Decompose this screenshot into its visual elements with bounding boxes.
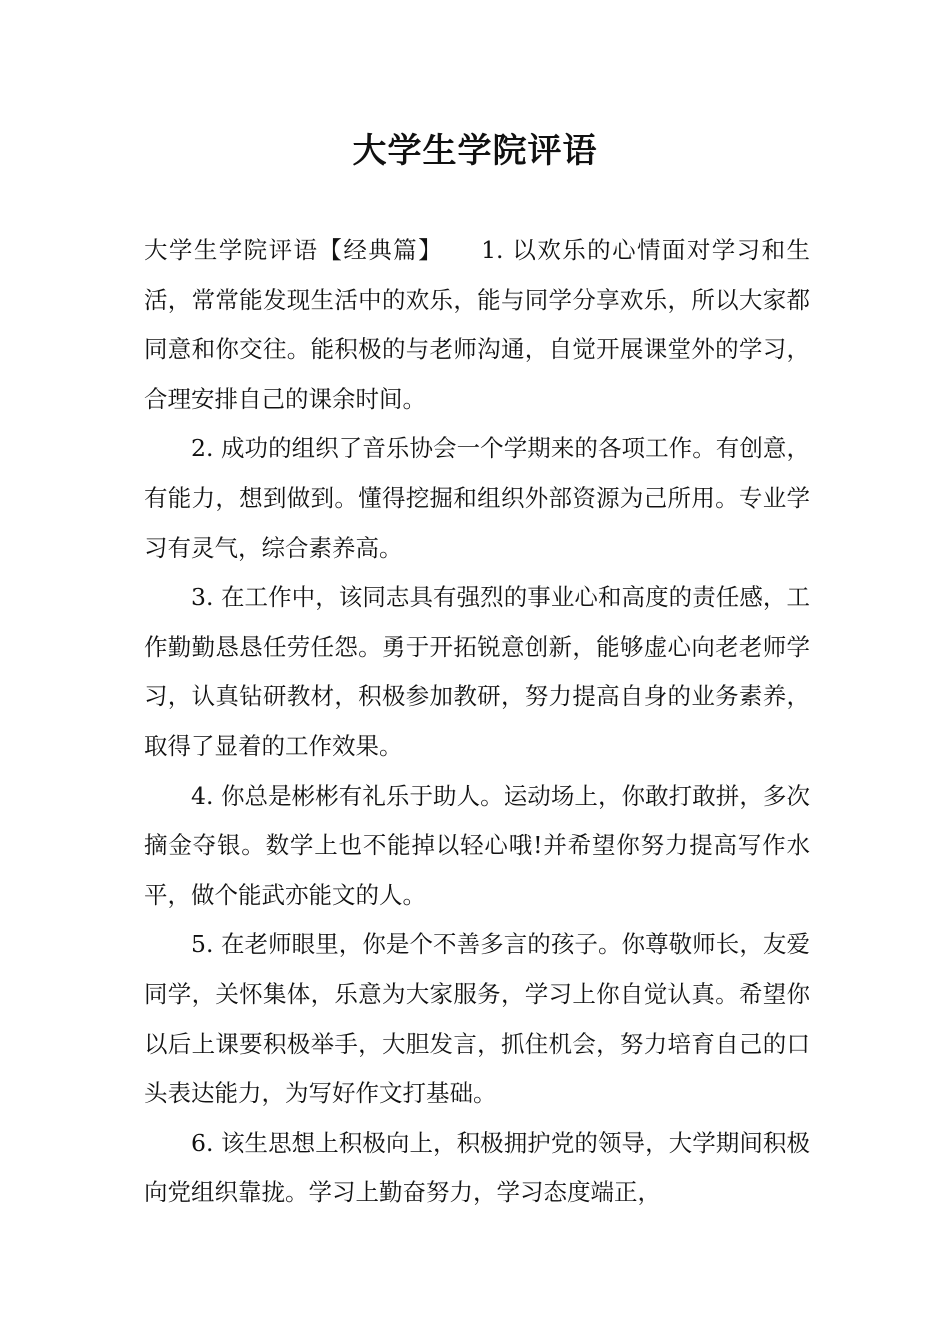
intro-heading: 大学生学院评语【经典篇】 bbox=[144, 236, 432, 264]
paragraph-1 bbox=[144, 226, 810, 424]
document-title: 大学生学院评语 bbox=[352, 131, 598, 171]
paragraph-5: 5. 在老师眼里，你是个不善多言的孩子。你尊敬师长，友爱同学，关怀集体，乐意为大家服务，学习上你自觉认真。希望你以后上课要积极举手，大胆发言，抓住机会，努力培育自己的口头表达能力，为写好作文打基础。 bbox=[144, 930, 810, 1108]
paragraph-4: 4. 你总是彬彬有礼乐于助人。运动场上，你敢打敢拼，多次摘金夺银。数学上也不能掉以轻心哦!并希望你努力提高写作水平，做个能武亦能文的人。 bbox=[144, 781, 810, 909]
paragraph-3: 3. 在工作中，该同志具有强烈的事业心和高度的责任感，工作勤勤恳恳任劳任怨。勇于开拓锐意创新，能够虚心向老老师学习，认真钻研教材，积极参加教研，努力提高自身的业务素养，取得了显着的工作效果。 bbox=[144, 583, 810, 760]
paragraph-text: 1. 以欢乐的心情面对学习和生活，常常能发现生活中的欢乐，能与同学分享欢乐，所以大家都同意和你交往。能积极的与老师沟通，自觉开展课堂外的学习，合理安排自己的课余时间。 bbox=[144, 236, 811, 413]
document-body bbox=[144, 226, 810, 1218]
paragraph-2: 2. 成功的组织了音乐协会一个学期来的各项工作。有创意，有能力，想到做到。懂得挖掘和组织外部资源为己所用。专业学习有灵气，综合素养高。 bbox=[144, 434, 810, 562]
intro-gap bbox=[431, 236, 481, 264]
paragraph-6: 6. 该生思想上积极向上，积极拥护党的领导，大学期间积极向党组织靠拢。学习上勤奋努力，学习态度端正， bbox=[144, 1128, 810, 1207]
